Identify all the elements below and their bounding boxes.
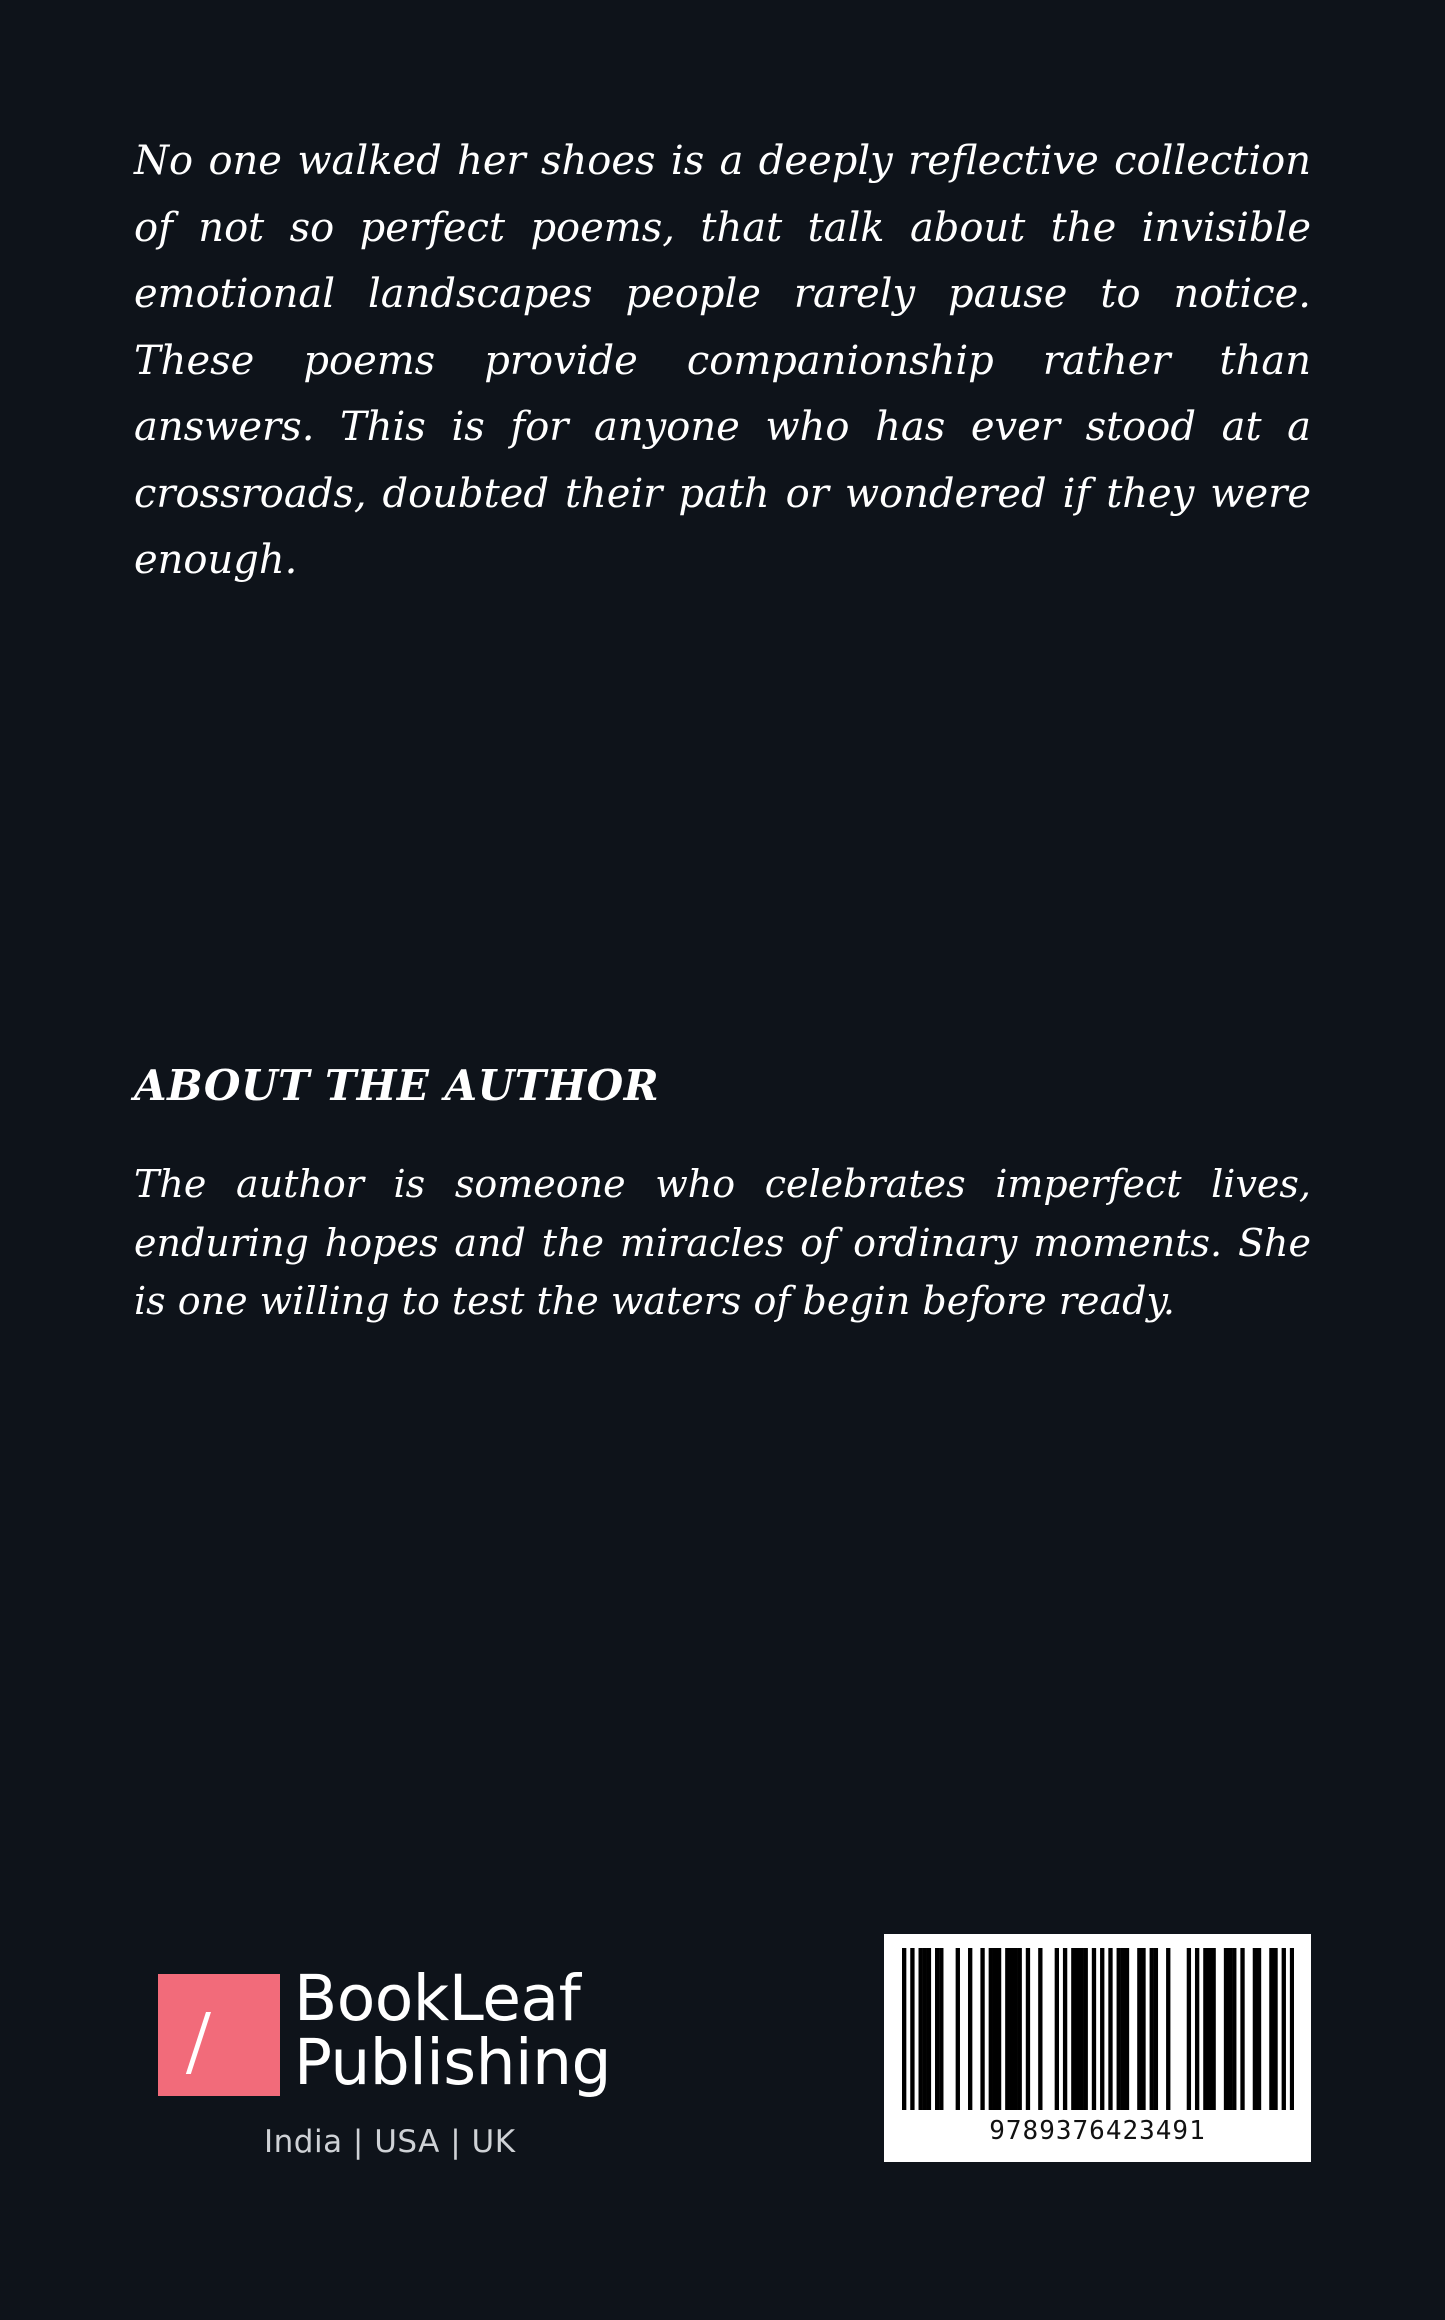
barcode-bar: [1224, 1948, 1228, 2110]
barcode-bar: [1187, 1948, 1191, 2110]
barcode-bar: [1071, 1948, 1075, 2110]
barcode-bar: [1075, 1948, 1079, 2110]
barcode-bar: [956, 1948, 960, 2110]
publisher-logo: [158, 1962, 618, 2172]
barcode-bar: [1282, 1948, 1286, 2110]
barcode-bar: [1009, 1948, 1013, 2110]
barcode-bar: [1137, 1948, 1141, 2110]
barcode-bar: [1257, 1948, 1261, 2110]
barcode-bar: [1038, 1948, 1042, 2110]
barcode-bar: [1079, 1948, 1083, 2110]
barcode-bar: [1055, 1948, 1059, 2110]
barcode-bars-icon: [902, 1948, 1294, 2110]
barcode-bar: [989, 1948, 993, 2110]
barcode-bar: [1273, 1948, 1277, 2110]
about-author-heading: ABOUT THE AUTHOR: [134, 1061, 660, 1110]
barcode-bar: [1211, 1948, 1215, 2110]
barcode-bar: [993, 1948, 997, 2110]
barcode-bar: [1013, 1948, 1017, 2110]
barcode-bar: [1240, 1948, 1244, 2110]
barcode-bar: [1063, 1948, 1067, 2110]
barcode-bar: [935, 1948, 939, 2110]
barcode-bar: [1253, 1948, 1257, 2110]
barcode-bar: [902, 1948, 906, 2110]
barcode-bar: [1100, 1948, 1104, 2110]
barcode-bar: [1141, 1948, 1145, 2110]
slash-icon: [186, 2012, 211, 2074]
barcode-bar: [1232, 1948, 1236, 2110]
barcode-bar: [1084, 1948, 1088, 2110]
barcode-bar: [1125, 1948, 1129, 2110]
barcode-bar: [968, 1948, 972, 2110]
barcode-bar: [927, 1948, 931, 2110]
barcode-bar: [1269, 1948, 1273, 2110]
barcode-bar: [1290, 1948, 1294, 2110]
barcode-bar: [1092, 1948, 1096, 2110]
publisher-name-line2: Publishing: [294, 2026, 611, 2099]
barcode-bar: [1228, 1948, 1232, 2110]
barcode-bar: [939, 1948, 943, 2110]
barcode-bar: [1203, 1948, 1207, 2110]
barcode-bar: [923, 1948, 927, 2110]
barcode-bar: [997, 1948, 1001, 2110]
barcode-bar: [1207, 1948, 1211, 2110]
barcode-bar: [1018, 1948, 1022, 2110]
barcode-bar: [1154, 1948, 1158, 2110]
barcode-bar: [910, 1948, 914, 2110]
barcode-bar: [1026, 1948, 1030, 2110]
barcode-bar: [1005, 1948, 1009, 2110]
barcode-bar: [1150, 1948, 1154, 2110]
logo-square-icon: [158, 1974, 280, 2096]
publisher-regions: India | USA | UK: [264, 2124, 516, 2160]
isbn-barcode: [884, 1934, 1311, 2162]
barcode-bar: [1166, 1948, 1170, 2110]
isbn-number: 9789376423491: [989, 2116, 1206, 2146]
barcode-bar: [1108, 1948, 1112, 2110]
about-author-text: The author is someone who celebrates imperfect lives, enduring hopes and the miracles of ordinary moments. She is one willing to test the waters of begin before ready.: [134, 1162, 1311, 1323]
barcode-bar: [919, 1948, 923, 2110]
barcode-bar: [1117, 1948, 1121, 2110]
book-blurb: No one walked her shoes is a deeply reflective collection of not so perfect poems, that talk about the invisible emotional landscapes people rarely pause to notice. These poems provide companionship rather than answers. This is for anyone who has ever stood at a crossroads, doubted their path or wondered if they were enough.: [134, 138, 1311, 583]
barcode-bar: [980, 1948, 984, 2110]
publisher-name-line1: BookLeaf: [294, 1962, 581, 2035]
barcode-bar: [1121, 1948, 1125, 2110]
barcode-bar: [1195, 1948, 1199, 2110]
